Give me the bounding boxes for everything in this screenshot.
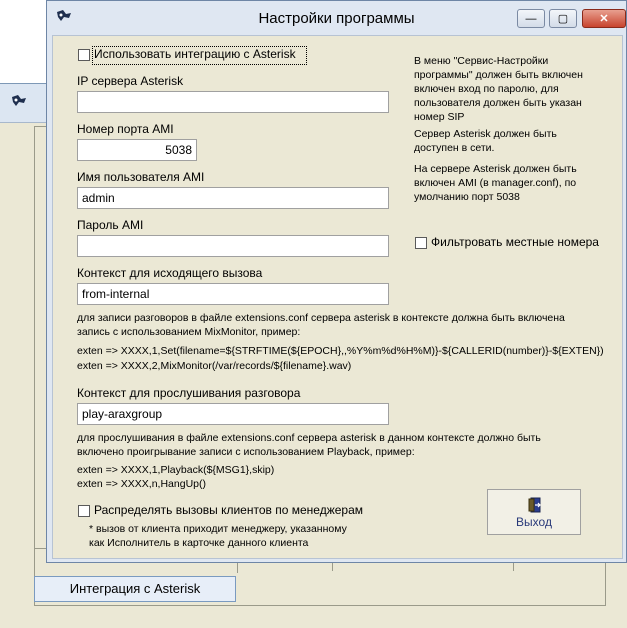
user-label: Имя пользователя AMI xyxy=(77,170,205,184)
exit-button-label: Выход xyxy=(516,515,552,529)
minimize-button[interactable]: — xyxy=(517,9,545,28)
outgoing-context-input[interactable]: from-internal xyxy=(77,283,389,305)
user-input[interactable]: admin xyxy=(77,187,389,209)
info-text: умолчанию порт 5038 xyxy=(414,191,520,203)
port-input[interactable]: 5038 xyxy=(77,139,197,161)
record-example: exten => XXXX,2,MixMonitor(/var/records/${filename}.wav) xyxy=(77,360,352,372)
tab-asterisk-integration[interactable]: Интеграция с Asterisk xyxy=(34,576,236,602)
outgoing-context-label: Контекст для исходящего вызова xyxy=(77,266,263,280)
distribute-note: * вызов от клиента приходит менеджеру, указанному xyxy=(89,523,347,535)
password-label: Пароль AMI xyxy=(77,218,144,232)
info-text: пользователя должен быть указан xyxy=(414,97,582,109)
listen-context-label: Контекст для прослушивания разговора xyxy=(77,386,301,400)
dialog-content xyxy=(52,35,623,559)
listen-example: exten => XXXX,1,Playback(${MSG1},skip) xyxy=(77,464,275,476)
maximize-button[interactable]: ▢ xyxy=(549,9,577,28)
ip-label: IP сервера Asterisk xyxy=(77,74,184,88)
info-text: На сервере Asterisk должен быть xyxy=(414,163,577,175)
listen-note: включено проигрывание записи с использованием Playback, пример: xyxy=(77,446,415,458)
distribute-calls-checkbox[interactable] xyxy=(78,505,90,517)
info-text: номер SIP xyxy=(414,111,465,123)
app-icon xyxy=(10,94,28,111)
ip-input[interactable] xyxy=(77,91,389,113)
filter-local-checkbox[interactable] xyxy=(415,237,427,249)
info-text: В меню "Сервис-Настройки xyxy=(414,55,549,67)
distribute-calls-label[interactable]: Распределять вызовы клиентов по менеджерам xyxy=(94,503,363,517)
dialog-titlebar[interactable] xyxy=(47,1,626,35)
info-text: программы" должен быть включен xyxy=(414,69,583,81)
record-note: для записи разговоров в файле extensions.conf сервера asterisk в контексте должна быть включена xyxy=(77,312,565,324)
listen-context-input[interactable]: play-araxgroup xyxy=(77,403,389,425)
exit-button[interactable] xyxy=(487,489,581,535)
info-text: включен вход по паролю, для xyxy=(414,83,559,95)
listen-note: для прослушивания в файле extensions.conf сервера asterisk в данном контексте должно быть xyxy=(77,432,541,444)
distribute-note: как Исполнитель в карточке данного клиента xyxy=(89,537,309,549)
close-button[interactable]: ✕ xyxy=(582,9,626,28)
use-asterisk-checkbox[interactable] xyxy=(78,49,90,61)
settings-dialog xyxy=(46,0,627,563)
info-text: включен AMI (в manager.conf), по xyxy=(414,177,577,189)
listen-example: exten => XXXX,n,HangUp() xyxy=(77,478,206,490)
info-text: Сервер Asterisk должен быть xyxy=(414,128,557,140)
record-note: запись с использованием MixMonitor, пример: xyxy=(77,326,301,338)
dialog-title: Настройки программы xyxy=(258,10,415,27)
filter-local-label[interactable]: Фильтровать местные номера xyxy=(431,235,599,249)
record-example: exten => XXXX,1,Set(filename=${STRFTIME(${EPOCH},,%Y%m%d%H%M)}-${CALLERID(number)}-${EXTEN}) xyxy=(77,345,604,357)
use-asterisk-label[interactable]: Использовать интеграцию с Asterisk xyxy=(94,47,296,61)
port-label: Номер порта AMI xyxy=(77,122,174,136)
info-text: доступен в сети. xyxy=(414,142,495,154)
password-input[interactable] xyxy=(77,235,389,257)
exit-door-icon xyxy=(526,497,542,513)
